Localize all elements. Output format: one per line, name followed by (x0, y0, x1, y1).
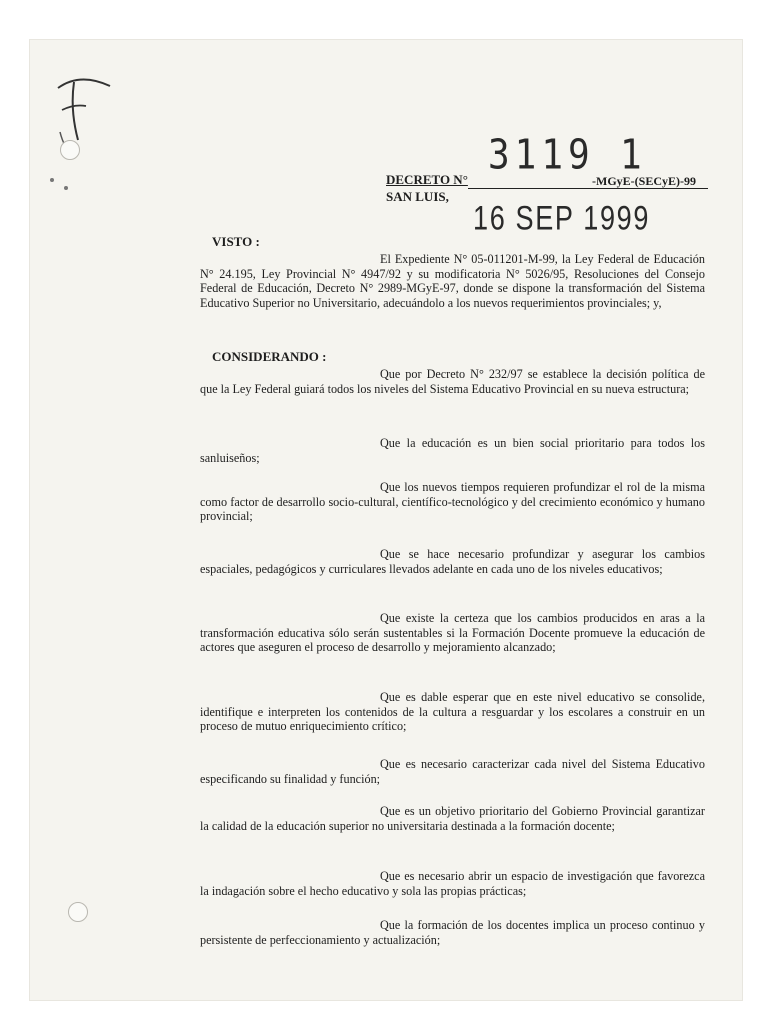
punch-hole-bottom (68, 902, 88, 922)
considerando-paragraph: Que se hace necesario profundizar y asegurar los cambios espaciales, pedagógicos y curriculares llevados adelante en cada uno de los niveles educativos; (200, 547, 705, 576)
decreto-suffix: -MGyE-(SECyE)-99 (592, 174, 696, 188)
visto-heading: VISTO : (212, 234, 260, 249)
stamped-decree-suffix: 1 (620, 131, 642, 180)
considerando-paragraph: Que los nuevos tiempos requieren profundizar el rol de la misma como factor de desarrollo socio-cultural, científico-tecnológico y del crecimiento económico y humano provincial; (200, 480, 705, 523)
scan-speck (64, 186, 68, 190)
considerando-paragraph: Que la educación es un bien social prioritario para todos los sanluiseños; (200, 436, 705, 465)
punch-hole-top (60, 140, 80, 160)
considerando-paragraph: Que es un objetivo prioritario del Gobierno Provincial garantizar la calidad de la educación superior no universitaria destinada a la formación docente; (200, 804, 705, 833)
considerando-paragraph: Que es necesario abrir un espacio de investigación que favorezca la indagación sobre el hecho educativo y sola las propias prácticas; (200, 869, 705, 898)
considerando-paragraph: Que es dable esperar que en este nivel educativo se consolide, identifique e interpreten los contenidos de la cultura a resguardar y los escolares a construir en un proceso de mutuo enriquecimiento crítico; (200, 690, 705, 733)
stamped-date: 16 SEP 1999 (473, 198, 651, 237)
considerando-paragraph: Que por Decreto N° 232/97 se establece la decisión política de que la Ley Federal guiará todos los niveles del Sistema Educativo Provincial en su nueva estructura; (200, 367, 705, 396)
stamped-decree-number: 3119 (488, 131, 595, 180)
place-label: SAN LUIS, (386, 189, 449, 204)
considerando-heading: CONSIDERANDO : (212, 349, 327, 364)
considerando-paragraph: Que existe la certeza que los cambios producidos en aras a la transformación educativa sólo serán sustentables si la Formación Docente promueve la educación de actores que aseguren el proceso de desarrollo y mejoramiento alcanzado; (200, 611, 705, 654)
considerando-paragraph: Que es necesario caracterizar cada nivel del Sistema Educativo especificando su finalidad y función; (200, 757, 705, 786)
decreto-label: DECRETO N° (386, 172, 468, 187)
considerando-paragraph: Que la formación de los docentes implica un proceso continuo y persistente de perfeccionamiento y actualización; (200, 918, 705, 947)
scan-speck (50, 178, 54, 182)
visto-paragraph: El Expediente N° 05-011201-M-99, la Ley Federal de Educación N° 24.195, Ley Provincial N° 4947/92 y su modificatoria N° 5026/95, Resoluciones del Consejo Federal de Educación, Decreto N° 2989-MGyE-97, donde se dispone la transformación del Sistema Educativo Superior no Universitario, adecuándolo a los nuevos requerimientos provinciales; y, (200, 252, 705, 310)
